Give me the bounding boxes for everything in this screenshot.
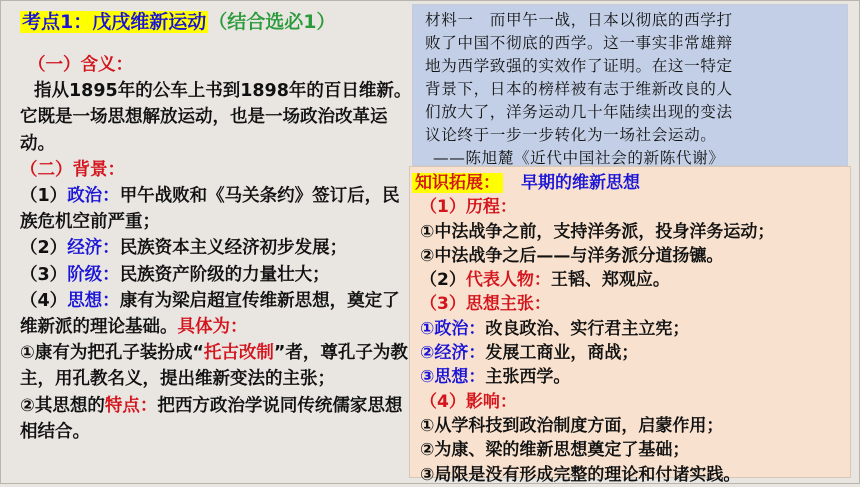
material-source: ——陈旭麓《近代中国社会的新陈代谢》: [433, 149, 725, 166]
knowledge-label: 知识拓展：: [412, 173, 503, 193]
influence-item: ①从学科技到政治制度方面，启蒙作用；: [420, 415, 724, 436]
title-sub: （结合选必1）: [208, 11, 336, 33]
left-column: [20, 52, 415, 445]
idea-item: ①政治：改良政治、实行君主立宪；: [420, 318, 690, 339]
history-item: ①中法战争之前，支持洋务派，投身洋务运动；: [420, 221, 775, 242]
material-line: 材料一 而甲午一战，日本以彻底的西学打: [425, 11, 733, 29]
background-item-2: （2）经济：民族资本主义经济初步发展；: [20, 238, 348, 259]
knowledge-box: [409, 166, 851, 485]
history-item: ②中法战争之后——与洋务派分道扬镳。: [420, 245, 724, 266]
background-item-4: （4）思想：康有为梁启超宣传维新思想，奠定了维新派的理论基础。具体为：: [20, 290, 400, 338]
representatives: （2）代表人物：王韬、郑观应。: [420, 270, 670, 291]
influence-item: ③局限是没有形成完整的理论和付诸实践。: [420, 464, 741, 485]
section-meaning-heading: （一）含义：: [28, 55, 133, 75]
section-background-heading: （二）背景：: [20, 159, 125, 180]
material-line: 地为西学致强的实效作了证明。在这一特定: [425, 57, 733, 75]
material-line: 背景下，日本的榜样被有志于维新改良的人: [425, 80, 733, 98]
history-heading: （1）历程：: [420, 197, 517, 218]
key-term-feature: 特点：: [104, 395, 158, 416]
slide-title: [20, 8, 335, 36]
influence-heading: （4）影响：: [420, 391, 517, 412]
thought-point-2: ②其思想的特点：把西方政治学说同传统儒家思想相结合。: [20, 395, 403, 442]
background-item-3: （3）阶级：民族资产阶级的力量壮大；: [20, 264, 330, 285]
material-box: [412, 4, 848, 166]
knowledge-topic: 早期的维新思想: [521, 173, 640, 193]
material-line: 们放大了，洋务运动几十年陆续出现的变法: [425, 103, 733, 121]
material-line: 败了中国不彻底的西学。这一事实非常雄辩: [425, 34, 733, 52]
section-meaning-text: 指从1895年的公车上书到1898年的百日维新。它既是一场思想解放运动，也是一场政治改革运动。: [20, 81, 412, 154]
material-line: 议论终于一步一步转化为一场社会运动。: [425, 126, 717, 144]
key-term-tuogu: 托古改制: [203, 343, 274, 364]
idea-item: ③思想：主张西学。: [420, 367, 571, 388]
influence-item: ②为康、梁的维新思想奠定了基础；: [420, 440, 690, 461]
title-main: 考点1：戊戌维新运动: [22, 11, 207, 33]
knowledge-title: [412, 171, 844, 195]
background-item-1: （1）政治：甲午战败和《马关条约》签订后，民族危机空前严重；: [20, 186, 400, 233]
ideas-heading: （3）思想主张：: [420, 294, 551, 315]
thought-point-1: ①康有为把孔子装扮成“托古改制”者，尊孔子为教主，用孔教名义，提出维新变法的主张；: [20, 343, 408, 390]
concrete-label: 具体为：: [177, 317, 248, 338]
idea-item: ②经济：发展工商业，商战；: [420, 343, 639, 364]
